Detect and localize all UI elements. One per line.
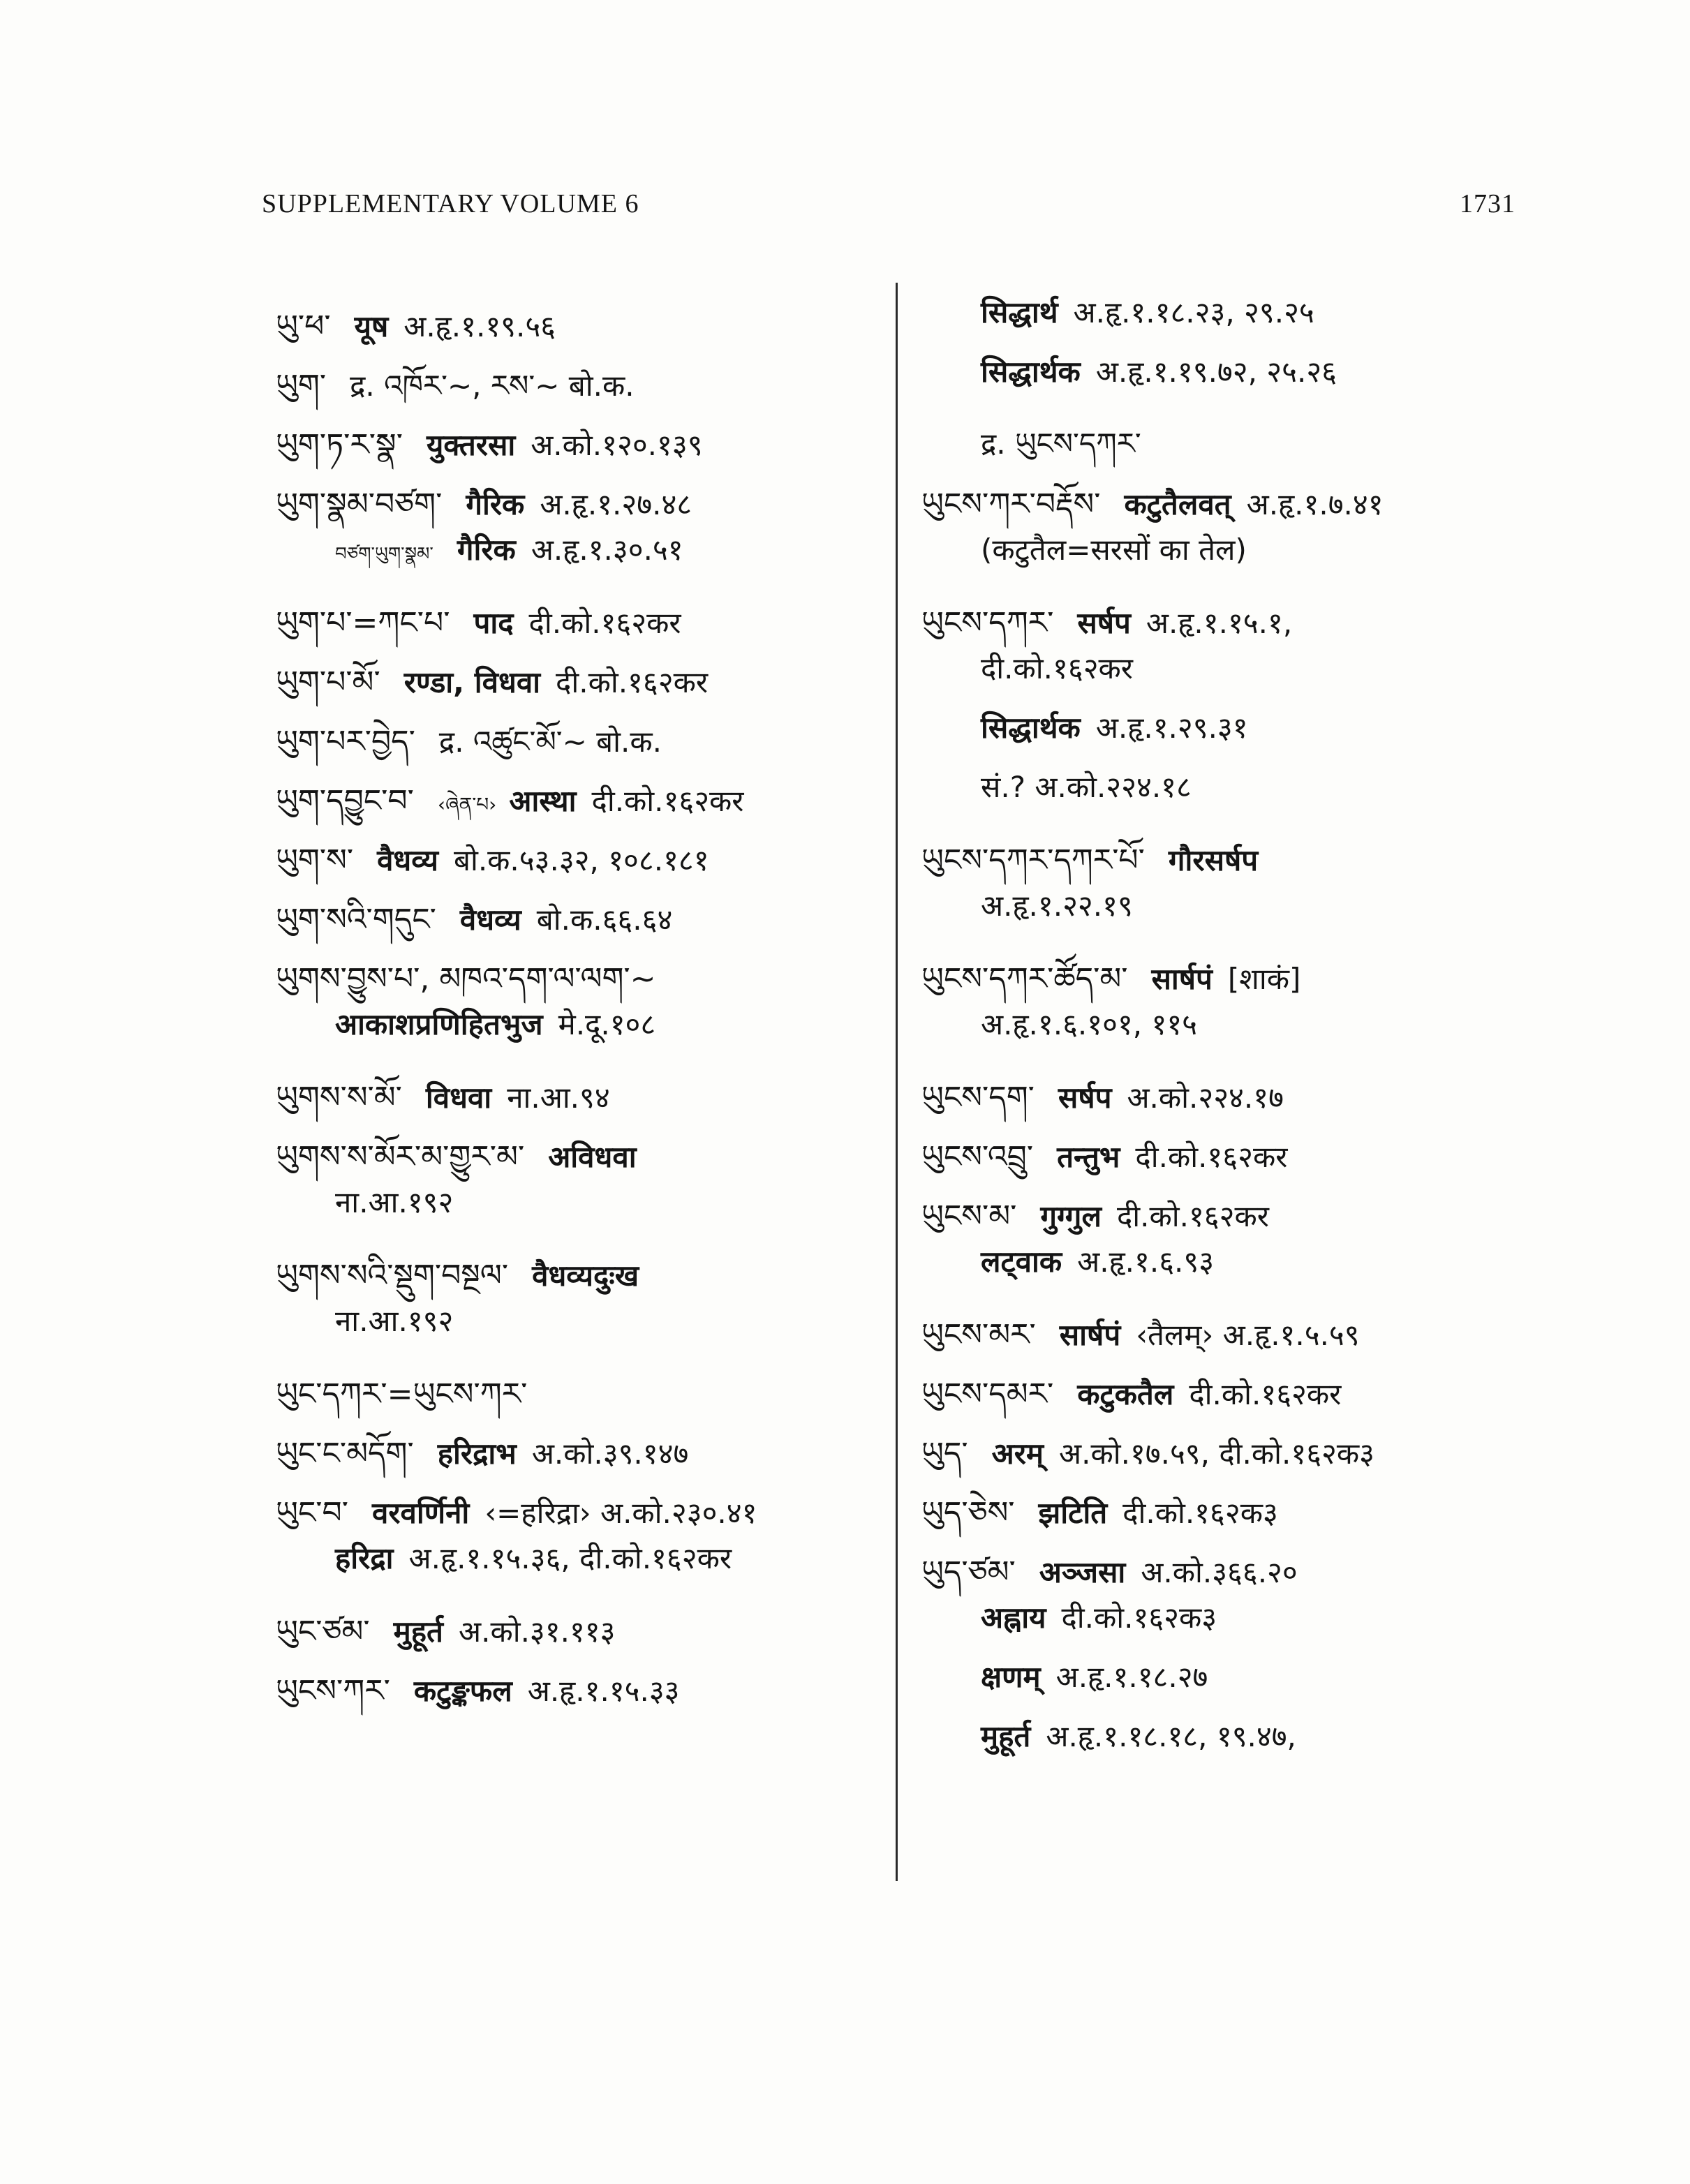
dictionary-line: [921, 885, 1564, 944]
dictionary-line: [921, 410, 1564, 470]
tibetan-headword: ཡུང་ང་མདོག་: [276, 1436, 414, 1471]
tibetan-headword: ཡུག་: [276, 368, 327, 403]
sanskrit-equivalent: पाद: [473, 606, 514, 640]
dictionary-line: [921, 1716, 1564, 1775]
source-reference: ना.आ.१९२: [335, 1304, 454, 1338]
dictionary-line: [921, 648, 1564, 707]
sanskrit-equivalent: सिद्धार्थक: [981, 711, 1081, 745]
sanskrit-equivalent: सर्षप: [1077, 606, 1131, 640]
dictionary-line: [276, 470, 890, 529]
source-reference: अ.हृ.१.१८.२३, २९.२५: [1073, 295, 1314, 329]
sanskrit-equivalent: तन्तुभ: [1057, 1140, 1120, 1174]
source-reference: अ.हृ.१.३०.५१: [531, 533, 683, 567]
tibetan-headword: ཡུག་དབྱུང་བ་: [276, 783, 414, 819]
source-reference: दी.को.१६२क३: [1122, 1496, 1278, 1530]
source-reference: ना.आ.१९२: [335, 1185, 454, 1219]
sanskrit-equivalent: वैधव्य: [377, 843, 438, 877]
tibetan-headword: ཡུངས་དག་: [921, 1080, 1035, 1115]
dictionary-line: [921, 1656, 1564, 1716]
source-reference: अ.हृ.१.१५.१,: [1146, 606, 1293, 640]
tibetan-headword: ཡུངས་མར་: [921, 1317, 1036, 1353]
source-reference: बो.क.५३.३२, १०८.१८१: [453, 843, 709, 877]
sanskrit-equivalent: सिद्धार्थक: [981, 355, 1081, 389]
sanskrit-equivalent: गौरसर्षप: [1168, 843, 1259, 877]
dictionary-line: [921, 1241, 1564, 1300]
tibetan-headword: ཡུད་: [921, 1436, 968, 1471]
dictionary-line: [921, 351, 1564, 410]
source-reference: द्र. འཚུང་མོ་~ बो.क.: [438, 725, 662, 759]
tibetan-headword: ཡུག་ཏ་ར་སྣ་: [276, 427, 403, 463]
tibetan-headword: ཡུ་ཕ་: [276, 309, 331, 344]
dictionary-line: [276, 588, 890, 648]
tibetan-headword: བཙག་ཡུག་སྣམ་: [335, 544, 433, 565]
right-column: [921, 292, 1564, 1775]
source-reference: दी.को.१६२कर: [556, 665, 709, 699]
sanskrit-equivalent: विधवा: [425, 1080, 492, 1115]
gloss-note: ‹ཞེན་པ›: [437, 793, 497, 816]
tibetan-headword: ཡུག་སྣམ་བཙག་: [276, 486, 443, 522]
source-reference: दी.को.१६२क३: [1061, 1600, 1217, 1635]
sanskrit-equivalent: यूष: [354, 309, 389, 343]
sanskrit-equivalent: मुहूर्त: [981, 1719, 1031, 1753]
sanskrit-equivalent: कटुङ्कफल: [413, 1674, 512, 1708]
tibetan-headword: ཡུག་ས་: [276, 842, 354, 878]
sanskrit-equivalent: अविधवा: [548, 1140, 637, 1174]
source-reference: अ.हृ.१.६.१०१, ११५: [981, 1007, 1198, 1041]
sanskrit-equivalent: अरम्: [991, 1436, 1044, 1471]
tibetan-headword: ཡུངས་དཀར་དཀར་པོ་: [921, 842, 1145, 878]
source-reference: अ.हृ.१.१८.१८, १९.४७,: [1046, 1719, 1296, 1753]
tibetan-headword: ཡུངས་ཀར་བརྡོས་: [921, 486, 1101, 522]
dictionary-line: [276, 1538, 890, 1597]
source-reference: दी.को.१६२कर: [1135, 1140, 1288, 1174]
dictionary-line: [276, 944, 890, 1004]
dictionary-line: [921, 1063, 1564, 1122]
source-reference: (कटुतैल=सरसों का तेल): [981, 533, 1247, 567]
tibetan-headword: ཡུག་པ་མོ་: [276, 664, 380, 700]
cross-reference: द्र. ཡུངས་དཀར་: [981, 426, 1141, 461]
source-reference: अ.को.३६६.२०: [1141, 1555, 1298, 1589]
tibetan-headword: ཡུག་པ་=ཀང་པ་: [276, 605, 450, 641]
sanskrit-equivalent: कटुतैलवत्: [1124, 487, 1231, 521]
dictionary-line: [921, 529, 1564, 588]
sanskrit-equivalent: सार्षपं: [1059, 1318, 1121, 1352]
dictionary-line: [921, 1478, 1564, 1538]
source-reference: दी.को.१६२कर: [1189, 1377, 1342, 1411]
dictionary-line: [276, 1597, 890, 1656]
source-reference: अ.हृ.१.१९.५६: [403, 309, 556, 343]
tibetan-headword: ཡུངས་དམར་: [921, 1376, 1054, 1412]
tibetan-headword: ཡུག་པར་བྱེད་: [276, 724, 415, 759]
source-reference: दी.को.१६२कर: [591, 784, 744, 818]
sanskrit-equivalent: गैरिक: [457, 533, 516, 567]
sanskrit-equivalent: झटिति: [1038, 1496, 1108, 1530]
dictionary-line: [276, 1419, 890, 1478]
dictionary-line: [921, 944, 1564, 1004]
source-reference: अ.हृ.१.७.४१: [1246, 487, 1384, 521]
source-reference: अ.हृ.१.१८.२७: [1055, 1660, 1208, 1694]
sanskrit-equivalent: युक्तरसा: [426, 428, 516, 462]
sanskrit-equivalent: वरवर्णिनी: [371, 1496, 470, 1530]
tibetan-headword: ཡུངས་དཀར་: [921, 605, 1054, 641]
sanskrit-equivalent: सर्षप: [1058, 1080, 1112, 1115]
dictionary-line: [921, 292, 1564, 351]
source-reference: अ.को.१७.५९, दी.को.१६२क३: [1059, 1436, 1374, 1471]
sanskrit-equivalent: मुहूर्त: [393, 1614, 443, 1649]
dictionary-line: [921, 1004, 1564, 1063]
tibetan-headword: ཡུད་ཙམ་: [921, 1554, 1016, 1590]
source-reference: ‹=हरिद्रा› अ.को.२३०.४१: [484, 1496, 757, 1530]
dictionary-line: [276, 1004, 890, 1063]
sanskrit-equivalent: वैधव्यदुःख: [532, 1258, 639, 1293]
dictionary-line: [921, 470, 1564, 529]
sanskrit-equivalent: क्षणम्: [981, 1660, 1041, 1694]
dictionary-line: [276, 1182, 890, 1241]
source-reference: दी.को.१६२कर: [528, 606, 681, 640]
tibetan-headword: ཡུག་སའི་གདུང་: [276, 902, 436, 937]
sanskrit-equivalent: अञ्जसा: [1039, 1555, 1126, 1589]
tibetan-headword: ཡུགས་སའི་སྡུག་བསྔལ་: [276, 1258, 509, 1293]
page-header: [262, 188, 1515, 230]
page-number: 1731: [1460, 189, 1515, 218]
sanskrit-equivalent: वैधव्य: [459, 902, 521, 937]
tibetan-headword: ཡུངས་མ་: [921, 1198, 1017, 1234]
source-reference: अ.हृ.१.२९.३१: [1095, 711, 1248, 745]
sanskrit-equivalent: हरिद्रा: [335, 1541, 394, 1575]
sanskrit-equivalent: सार्षपं: [1151, 962, 1213, 996]
sanskrit-equivalent: कटुकतैल: [1077, 1377, 1174, 1411]
source-reference: द्र. འཁོར་~, རས་~ बो.क.: [350, 369, 635, 403]
dictionary-line: [921, 766, 1564, 826]
sanskrit-equivalent: आकाशप्रणिहितभुज: [335, 1007, 543, 1041]
dictionary-line: [921, 826, 1564, 885]
dictionary-line: [276, 707, 890, 766]
source-reference: मे.दू.१०८: [558, 1007, 656, 1041]
source-reference: ‹तैलम्› अ.हृ.१.५.५९: [1136, 1318, 1360, 1352]
sanskrit-equivalent: रण्डा, विधवा: [403, 665, 541, 699]
tibetan-headword: ཡུགས་བྱུས་པ་, མཁའ་དག་ལ་ལག་~: [276, 961, 656, 997]
running-head: SUPPLEMENTARY VOLUME 6: [262, 189, 639, 218]
dictionary-line: [921, 707, 1564, 766]
dictionary-line: [921, 588, 1564, 648]
source-reference: अ.को.१२०.१३९: [531, 428, 703, 462]
dictionary-line: [276, 648, 890, 707]
sanskrit-equivalent: अह्नाय: [981, 1600, 1046, 1635]
dictionary-line: [276, 529, 890, 588]
source-reference: अ.हृ.१.१५.३३: [527, 1674, 680, 1708]
source-reference: सं.? अ.को.२२४.१८: [981, 770, 1192, 804]
dictionary-line: [276, 885, 890, 944]
dictionary-line: [921, 1597, 1564, 1656]
dictionary-line: [921, 1538, 1564, 1597]
tibetan-headword: ཡུངས་ཀར་: [276, 1673, 390, 1709]
tibetan-headword: ཡུང་དཀར་=ཡུངས་ཀར་: [276, 1376, 528, 1412]
sanskrit-equivalent: सिद्धार्थ: [981, 295, 1058, 329]
dictionary-line: [276, 1300, 890, 1360]
source-reference: अ.को.२२४.१७: [1127, 1080, 1284, 1115]
sanskrit-equivalent: आस्था: [509, 784, 577, 818]
left-column: [276, 292, 890, 1716]
tibetan-headword: ཡུད་ཅེས་: [921, 1495, 1015, 1531]
source-reference: ना.आ.९४: [507, 1080, 610, 1115]
dictionary-line: [921, 1360, 1564, 1419]
sanskrit-equivalent: गैरिक: [466, 487, 525, 521]
source-reference: अ.हृ.१.६.९३: [1077, 1245, 1215, 1279]
source-reference: अ.हृ.१.१९.७२, २५.२६: [1095, 355, 1337, 389]
source-reference: दी.को.१६२कर: [1116, 1199, 1269, 1233]
source-reference: दी.को.१६२कर: [981, 651, 1133, 685]
tibetan-headword: ཡུངས་འབྲུ་: [921, 1139, 1034, 1175]
tibetan-headword: ཡུངས་དཀར་ཚོད་མ་: [921, 961, 1128, 997]
dictionary-line: [921, 1300, 1564, 1360]
tibetan-headword: ཡུང་བ་: [276, 1495, 348, 1531]
dictionary-line: [276, 1122, 890, 1182]
source-reference: बो.क.६६.६४: [536, 902, 673, 937]
dictionary-line: [276, 351, 890, 410]
sanskrit-equivalent: हरिद्राभ: [437, 1436, 517, 1471]
tibetan-headword: ཡུགས་ས་མོ་: [276, 1080, 402, 1115]
source-reference: अ.हृ.१.२२.१९: [981, 889, 1133, 923]
tibetan-headword: ཡུགས་ས་མོར་མ་གྱུར་མ་: [276, 1139, 525, 1175]
dictionary-line: [276, 292, 890, 351]
source-reference: अ.हृ.१.१५.३६, दी.को.१६२कर: [408, 1541, 732, 1575]
dictionary-line: [921, 1122, 1564, 1182]
source-reference: अ.को.३१.११३: [459, 1614, 616, 1649]
dictionary-line: [276, 1360, 890, 1419]
column-divider: [896, 283, 898, 1881]
dictionary-line: [276, 1063, 890, 1122]
dictionary-line: [276, 1241, 890, 1300]
sanskrit-equivalent: लट्वाक: [981, 1245, 1062, 1279]
source-reference: अ.को.३९.१४७: [531, 1436, 689, 1471]
tibetan-headword: ཡུང་ཙམ་: [276, 1614, 370, 1649]
source-reference: अ.हृ.१.२७.४८: [540, 487, 692, 521]
source-reference: [शाकं]: [1227, 962, 1301, 996]
dictionary-line: [276, 1656, 890, 1716]
sanskrit-equivalent: गुग्गुल: [1040, 1199, 1102, 1233]
